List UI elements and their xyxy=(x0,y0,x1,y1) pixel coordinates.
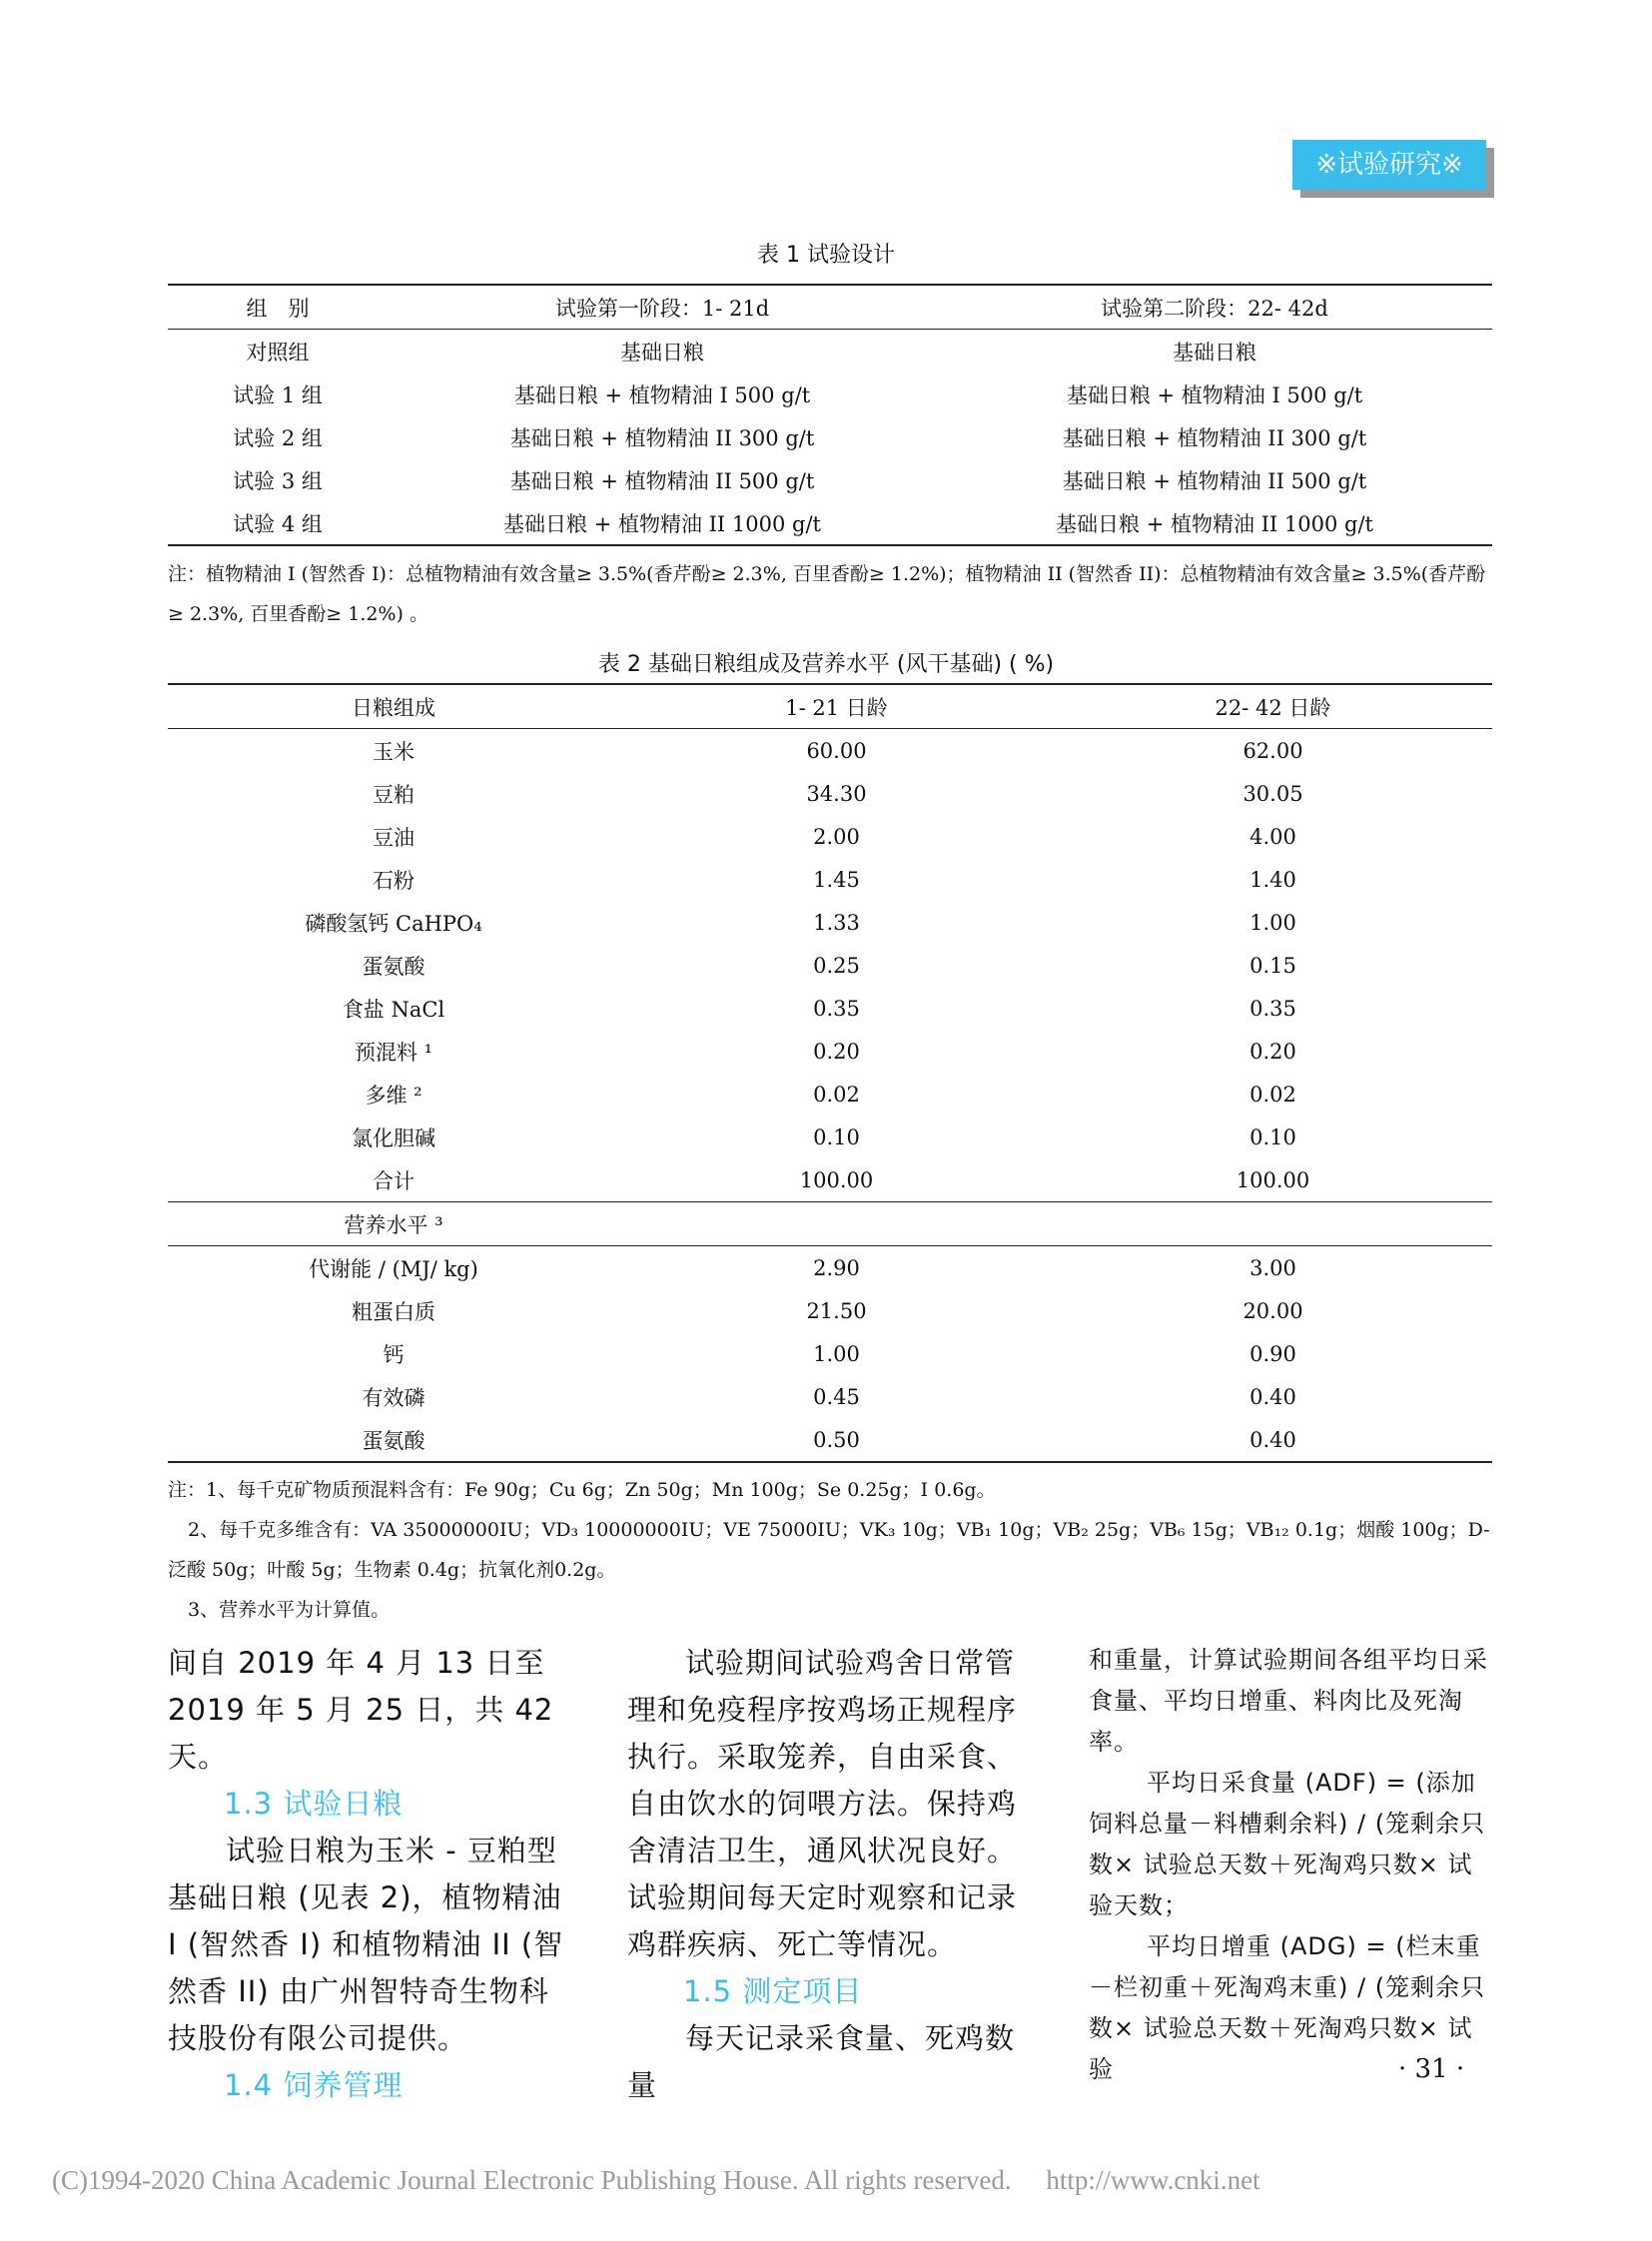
nutrition-header-row xyxy=(168,1202,1492,1246)
table-cell: 0.10 xyxy=(1249,1124,1296,1149)
table-cell: 蛋氨酸 xyxy=(362,954,425,979)
table-row xyxy=(168,501,1492,545)
table-cell: 食盐 NaCl xyxy=(342,997,445,1022)
table-cell: 基础日粮 + 植物精油 II 300 g/t xyxy=(1062,425,1367,450)
table-row xyxy=(168,1116,1492,1158)
table-cell: 60.00 xyxy=(806,738,867,763)
table-cell: 1.33 xyxy=(813,910,860,935)
table-row xyxy=(168,330,1492,374)
table1-caption: 表 1 试验设计 xyxy=(757,243,895,268)
table-cell: 1.00 xyxy=(813,1341,860,1366)
table2-header-composition: 日粮组成 xyxy=(168,684,619,729)
table-row xyxy=(168,415,1492,458)
table-cell: 2.00 xyxy=(813,824,860,849)
table2-note-2: 2、每千克多维含有：VA 35000000IU；VD₃ 10000000IU；VE 75000IU；VK₃ 10g；VB₁ 10g；VB₂ 25g；VB₆ 15g；VB₁₂ 0.1g；烟酸 100g；D- 泛酸 50g；叶酸 5g；生物素 0.4g；抗氧化剂0.2g。 xyxy=(168,1519,1490,1581)
table-row xyxy=(168,729,1492,773)
body-paragraph: 和重量，计算试验期间各组平均日采食量、平均日增重、料肉比及死淘率。 xyxy=(1089,1646,1488,1756)
table-cell: 基础日粮 + 植物精油 II 500 g/t xyxy=(509,468,815,493)
table-cell: 62.00 xyxy=(1242,738,1303,763)
table-cell: 代谢能 / (MJ/ kg) xyxy=(309,1256,478,1281)
table-row xyxy=(168,944,1492,987)
table-cell: 基础日粮 xyxy=(1173,340,1256,365)
table-cell: 粗蛋白质 xyxy=(352,1299,435,1324)
table-row xyxy=(168,987,1492,1030)
table-cell: 对照组 xyxy=(246,340,310,365)
table-row xyxy=(168,1246,1492,1290)
table-cell: 0.90 xyxy=(1249,1341,1296,1366)
table-cell: 0.35 xyxy=(1249,996,1296,1021)
table1-header-group: 组 别 xyxy=(168,285,388,330)
table-cell: 0.02 xyxy=(1249,1082,1296,1107)
table-cell: 0.40 xyxy=(1249,1384,1296,1409)
formula-adfi: 平均日采食量 (ADF) = (添加饲料总量－料槽剩余料) / (笼剩余只数× 试验总天数＋死淘鸡只数× 试验天数； xyxy=(1089,1769,1486,1919)
table1-note: 注：植物精油 I (智然香 I)：总植物精油有效含量≥ 3.5%(香芹酚≥ 2.3%, 百里香酚≥ 1.2%)；植物精油 II (智然香 II)：总植物精油有效含量≥ 3.5%(香芹酚≥ 2.3%, 百里香酚≥ 1.2%) 。 xyxy=(168,563,1486,625)
table-cell: 1.40 xyxy=(1249,867,1296,892)
table-cell: 有效磷 xyxy=(362,1385,425,1410)
table-cell: 豆油 xyxy=(373,825,414,850)
footer-copyright: (C)1994-2020 China Academic Journal Electronic Publishing House. All rights reserved. xyxy=(52,2165,1012,2195)
table2 xyxy=(168,683,1492,1463)
table-row xyxy=(168,1158,1492,1202)
table-cell: 基础日粮 + 植物精油 II 300 g/t xyxy=(509,425,815,450)
table2-header-age1: 1- 21 日龄 xyxy=(619,684,1054,729)
section-heading-1-4: 1.4 饲养管理 xyxy=(224,2068,404,2102)
table-cell: 34.30 xyxy=(806,781,867,806)
table-cell: 豆粕 xyxy=(373,782,414,807)
table1 xyxy=(168,284,1492,546)
table-cell: 试验 2 组 xyxy=(233,425,323,450)
table-cell: 30.05 xyxy=(1242,781,1303,806)
table-cell: 合计 xyxy=(373,1168,414,1193)
table-row xyxy=(168,1332,1492,1375)
table-cell xyxy=(619,1202,1054,1246)
footer xyxy=(52,2165,1260,2196)
table-cell: 预混料 ¹ xyxy=(354,1040,433,1065)
section-heading-1-5: 1.5 测定项目 xyxy=(683,1974,863,2008)
body-column-1 xyxy=(168,1640,567,2109)
table-row xyxy=(168,772,1492,815)
table-cell: 21.50 xyxy=(806,1298,867,1323)
body-paragraph: 试验日粮为玉米 - 豆粕型基础日粮 (见表 2)，植物精油 I (智然香 I) 和植物精油 II (智然香 II) 由广州智特奇生物科技股份有限公司提供。 xyxy=(168,1834,564,2055)
table-cell: 4.00 xyxy=(1249,824,1296,849)
section-heading-1-3: 1.3 试验日粮 xyxy=(224,1787,404,1821)
table1-header-phase1: 试验第一阶段：1- 21d xyxy=(388,285,937,330)
table-cell: 石粉 xyxy=(373,868,414,893)
table-cell: 氯化胆碱 xyxy=(352,1125,435,1150)
table-cell: 蛋氨酸 xyxy=(362,1428,425,1453)
body-column-3 xyxy=(1089,1640,1492,2090)
table-cell: 基础日粮 + 植物精油 II 1000 g/t xyxy=(503,511,821,536)
table-cell: 多维 ² xyxy=(365,1083,422,1108)
table-cell: 试验 3 组 xyxy=(233,468,323,493)
table1-header-phase2: 试验第二阶段：22- 42d xyxy=(937,285,1492,330)
table-row xyxy=(168,1418,1492,1462)
table2-caption: 表 2 基础日粮组成及营养水平 (风干基础) ( %) xyxy=(597,652,1055,677)
section-tag: ※试验研究※ xyxy=(1292,140,1486,190)
table-cell: 2.90 xyxy=(813,1255,860,1280)
table-cell: 100.00 xyxy=(799,1167,874,1192)
table-cell: 玉米 xyxy=(373,739,414,764)
table-row xyxy=(168,1073,1492,1116)
table2-header-row xyxy=(168,684,1492,729)
footer-url: http://www.cnki.net xyxy=(1046,2165,1260,2195)
table-row xyxy=(168,1375,1492,1418)
table-cell: 基础日粮 + 植物精油 I 500 g/t xyxy=(1066,382,1363,407)
table-cell: 100.00 xyxy=(1236,1167,1310,1192)
formula-adg: 平均日增重 (ADG) = (栏末重－栏初重＋死淘鸡末重) / (笼剩余只数× 试验总天数＋死淘鸡只数× 试验 xyxy=(1089,1932,1486,2083)
table2-note-1: 注：1、每千克矿物质预混料含有：Fe 90g；Cu 6g；Zn 50g；Mn 100g；Se 0.25g；I 0.6g。 xyxy=(168,1479,996,1501)
body-paragraph: 间自 2019 年 4 月 13 日至 2019 年 5 月 25 日，共 42 天。 xyxy=(168,1646,554,1774)
table-cell: 基础日粮 + 植物精油 I 500 g/t xyxy=(513,382,811,407)
body-paragraph: 试验期间试验鸡舍日常管理和免疫程序按鸡场正规程序执行。采取笼养，自由采食、自由饮水的饲喂方法。保持鸡舍清洁卫生，通风状况良好。试验期间每天定时观察和记录鸡群疾病、死亡等情况。 xyxy=(627,1646,1018,1961)
table-cell: 磷酸氢钙 CaHPO₄ xyxy=(305,911,482,936)
table-cell: 0.02 xyxy=(813,1082,860,1107)
table-cell xyxy=(1054,1202,1492,1246)
table-row xyxy=(168,1030,1492,1073)
table-cell: 0.20 xyxy=(813,1039,860,1064)
table-cell: 试验 4 组 xyxy=(233,511,323,536)
table-cell: 0.45 xyxy=(813,1384,860,1409)
table-cell: 基础日粮 + 植物精油 II 1000 g/t xyxy=(1056,511,1373,536)
table-row xyxy=(168,458,1492,501)
body-paragraph: 每天记录采食量、死鸡数量 xyxy=(627,2021,1016,2102)
table-row xyxy=(168,901,1492,944)
page-number: · 31 · xyxy=(1398,2054,1465,2084)
table-cell: 1.45 xyxy=(813,867,860,892)
table-cell: 0.20 xyxy=(1249,1039,1296,1064)
table2-header-age2: 22- 42 日龄 xyxy=(1054,684,1492,729)
table-row xyxy=(168,815,1492,858)
table-cell: 0.25 xyxy=(813,953,860,978)
table-cell: 0.40 xyxy=(1249,1427,1296,1452)
table-cell: 3.00 xyxy=(1249,1255,1296,1280)
table-cell: 0.15 xyxy=(1249,953,1296,978)
table-row xyxy=(168,373,1492,415)
table-cell: 试验 1 组 xyxy=(233,382,323,407)
table-cell: 0.50 xyxy=(813,1427,860,1452)
body-column-2 xyxy=(627,1640,1027,2109)
table-cell: 钙 xyxy=(383,1342,405,1367)
table-row xyxy=(168,858,1492,901)
table-cell: 1.00 xyxy=(1249,910,1296,935)
table-cell: 0.35 xyxy=(813,996,860,1021)
table-cell: 基础日粮 xyxy=(620,340,704,365)
table-row xyxy=(168,1289,1492,1332)
table2-note-3: 3、营养水平为计算值。 xyxy=(188,1599,391,1621)
table-cell: 基础日粮 + 植物精油 II 500 g/t xyxy=(1062,468,1367,493)
nutrition-header: 营养水平 ³ xyxy=(168,1202,619,1246)
table1-header-row xyxy=(168,285,1492,330)
table-cell: 20.00 xyxy=(1242,1298,1303,1323)
table-cell: 0.10 xyxy=(813,1124,860,1149)
